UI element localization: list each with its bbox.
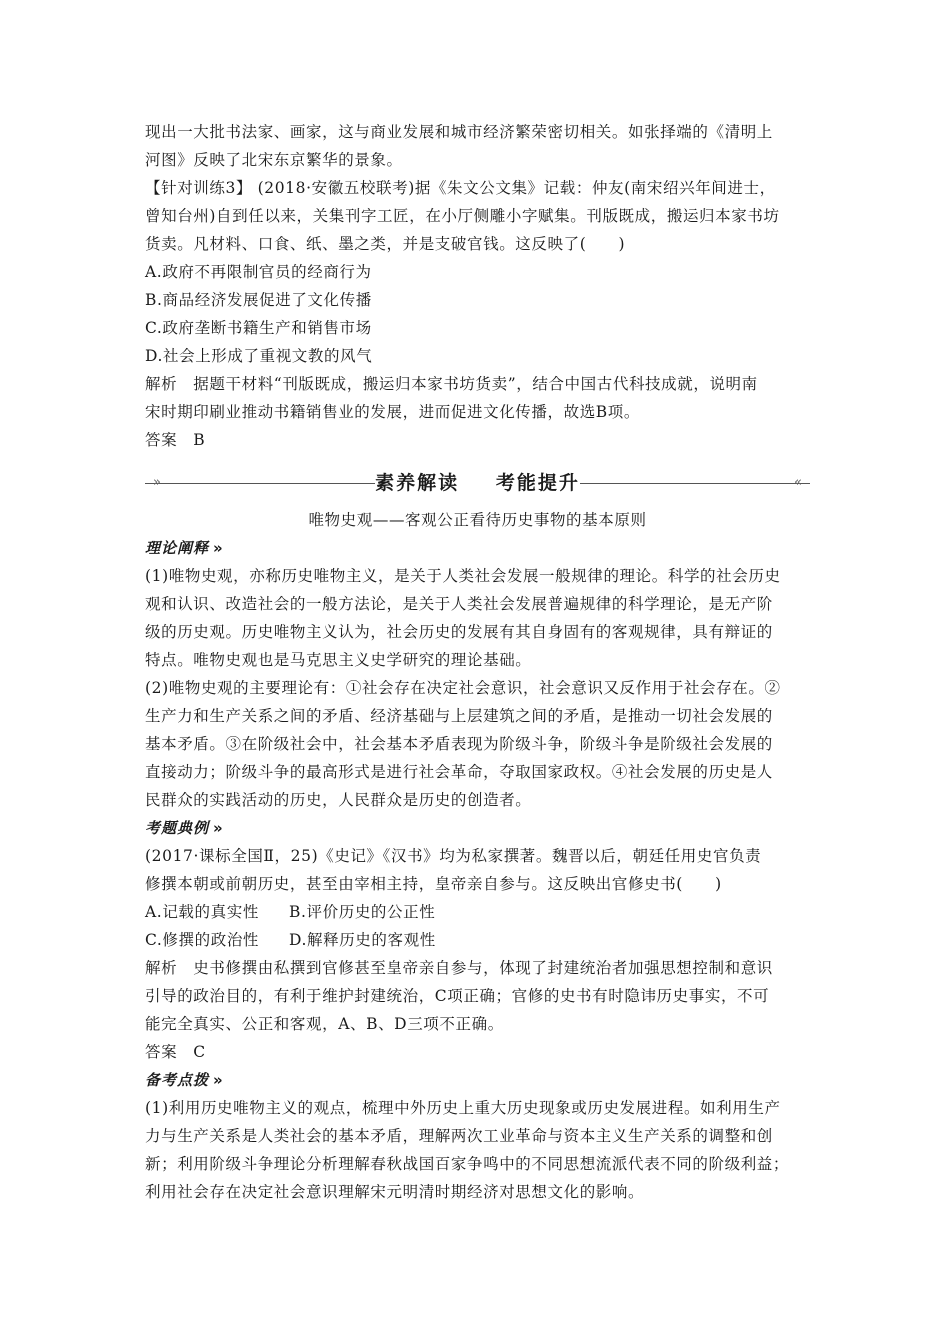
- text-line: (1)唯物史观，亦称历史唯物主义，是关于人类社会发展一般规律的理论。科学的社会历史: [145, 567, 781, 585]
- text-line: 特点。唯物史观也是马克思主义史学研究的理论基础。: [145, 651, 532, 669]
- question-line: 货卖。凡材料、口食、纸、墨之类，并是支破官钱。这反映了( ): [145, 235, 626, 253]
- section-heading: [145, 534, 810, 562]
- banner-title-left: 素养解读: [375, 472, 460, 494]
- text-line: (1)利用历史唯物主义的观点，梳理中外历史上重大历史现象或历史发展进程。如利用生产: [145, 1099, 781, 1117]
- answer-line: 答案 B: [145, 431, 206, 449]
- option-a: A.记载的真实性: [145, 903, 259, 921]
- topic-title: 唯物史观——客观公正看待历史事物的基本原则: [308, 511, 647, 529]
- text-line: 直接动力；阶级斗争的最高形式是进行社会革命，夺取国家政权。④社会发展的历史是人: [145, 763, 773, 781]
- text-line: 基本矛盾。③在阶级社会中，社会基本矛盾表现为阶级斗争，阶级斗争是阶级社会发展的: [145, 735, 773, 753]
- option-c: C.政府垄断书籍生产和销售市场: [145, 319, 372, 337]
- text-line: 力与生产关系是人类社会的基本矛盾，理解两次工业革命与资本主义生产关系的调整和创: [145, 1127, 773, 1145]
- option-a: A.政府不再限制官员的经商行为: [145, 263, 372, 281]
- text-line: 现出一大批书法家、画家，这与商业发展和城市经济繁荣密切相关。如张择端的《清明上: [145, 123, 773, 141]
- double-chevron-icon: »: [213, 1071, 224, 1089]
- question-line: 修撰本朝或前朝历史，甚至由宰相主持，皇帝亲自参与。这反映出官修史书( ): [145, 875, 722, 893]
- analysis-line: 宋时期印刷业推动书籍销售业的发展，进而促进文化传播，故选B项。: [145, 403, 640, 421]
- analysis-line: 解析 据题干材料“刊版既成，搬运归本家书坊货卖”，结合中国古代科技成就，说明南: [145, 375, 758, 393]
- banner-title-right: 考能提升: [495, 472, 580, 494]
- double-chevron-icon: »: [213, 819, 224, 837]
- text-line: 新；利用阶级斗争理论分析理解春秋战国百家争鸣中的不同思想流派代表不同的阶级利益；: [145, 1155, 790, 1173]
- banner-title: [145, 468, 810, 495]
- section-heading: [145, 814, 810, 842]
- text-line: 级的历史观。历史唯物主义认为，社会历史的发展有其自身固有的客观规律，具有辩证的: [145, 623, 773, 641]
- option-b: B.评价历史的公正性: [289, 903, 436, 921]
- text-line: 观和认识、改造社会的一般方法论，是关于人类社会发展普遍规律的科学理论，是无产阶: [145, 595, 773, 613]
- option-d: D.解释历史的客观性: [289, 931, 436, 949]
- option-c: C.修撰的政治性: [145, 931, 260, 949]
- question-line: (2017·课标全国Ⅱ，25)《史记》《汉书》均为私家撰著。魏晋以后，朝廷任用史官负责: [145, 847, 762, 865]
- example-heading: 考题典例: [145, 819, 210, 837]
- double-chevron-icon: »: [213, 539, 224, 557]
- analysis-line: 引导的政治目的，有利于维护封建统治，C项正确；官修的史书有时隐讳历史事实，不可: [145, 987, 770, 1005]
- text-line: 民群众的实践活动的历史，人民群众是历史的创造者。: [145, 791, 532, 809]
- option-row: [145, 898, 810, 926]
- section-banner: [145, 462, 810, 506]
- answer-line: 答案 C: [145, 1043, 206, 1061]
- tips-section: [145, 1066, 810, 1206]
- document-page: [145, 118, 810, 1206]
- option-row: [145, 926, 810, 954]
- text-line: 利用社会存在决定社会意识理解宋元明清时期经济对思想文化的影响。: [145, 1183, 645, 1201]
- text-line: 河图》反映了北宋东京繁华的景象。: [145, 151, 403, 169]
- option-d: D.社会上形成了重视文教的风气: [145, 347, 373, 365]
- theory-heading: 理论阐释: [145, 539, 210, 557]
- analysis-line: 解析 史书修撰由私撰到官修甚至皇帝亲自参与，体现了封建统治者加强思想控制和意识: [145, 959, 773, 977]
- double-chevron-right-icon: »: [153, 475, 161, 490]
- question-line: 【针对训练3】 (2018·安徽五校联考)据《朱文公文集》记载：仲友(南宋绍兴年间进士，: [145, 179, 776, 197]
- intro-paragraph: [145, 118, 810, 174]
- section-heading: [145, 1066, 810, 1094]
- text-line: 生产力和生产关系之间的矛盾、经济基础与上层建筑之间的矛盾，是推动一切社会发展的: [145, 707, 773, 725]
- option-b: B.商品经济发展促进了文化传播: [145, 291, 372, 309]
- double-chevron-left-icon: «: [794, 475, 802, 490]
- tips-heading: 备考点拨: [145, 1071, 210, 1089]
- practice-question: [145, 174, 810, 454]
- analysis-line: 能完全真实、公正和客观，A、B、D三项不正确。: [145, 1015, 504, 1033]
- text-line: (2)唯物史观的主要理论有：①社会存在决定社会意识，社会意识又反作用于社会存在。②: [145, 679, 781, 697]
- example-section: [145, 814, 810, 1066]
- theory-section: [145, 534, 810, 814]
- question-line: 曾知台州)自到任以来，关集刊字工匠，在小厅侧雕小字赋集。刊版既成，搬运归本家书坊: [145, 207, 780, 225]
